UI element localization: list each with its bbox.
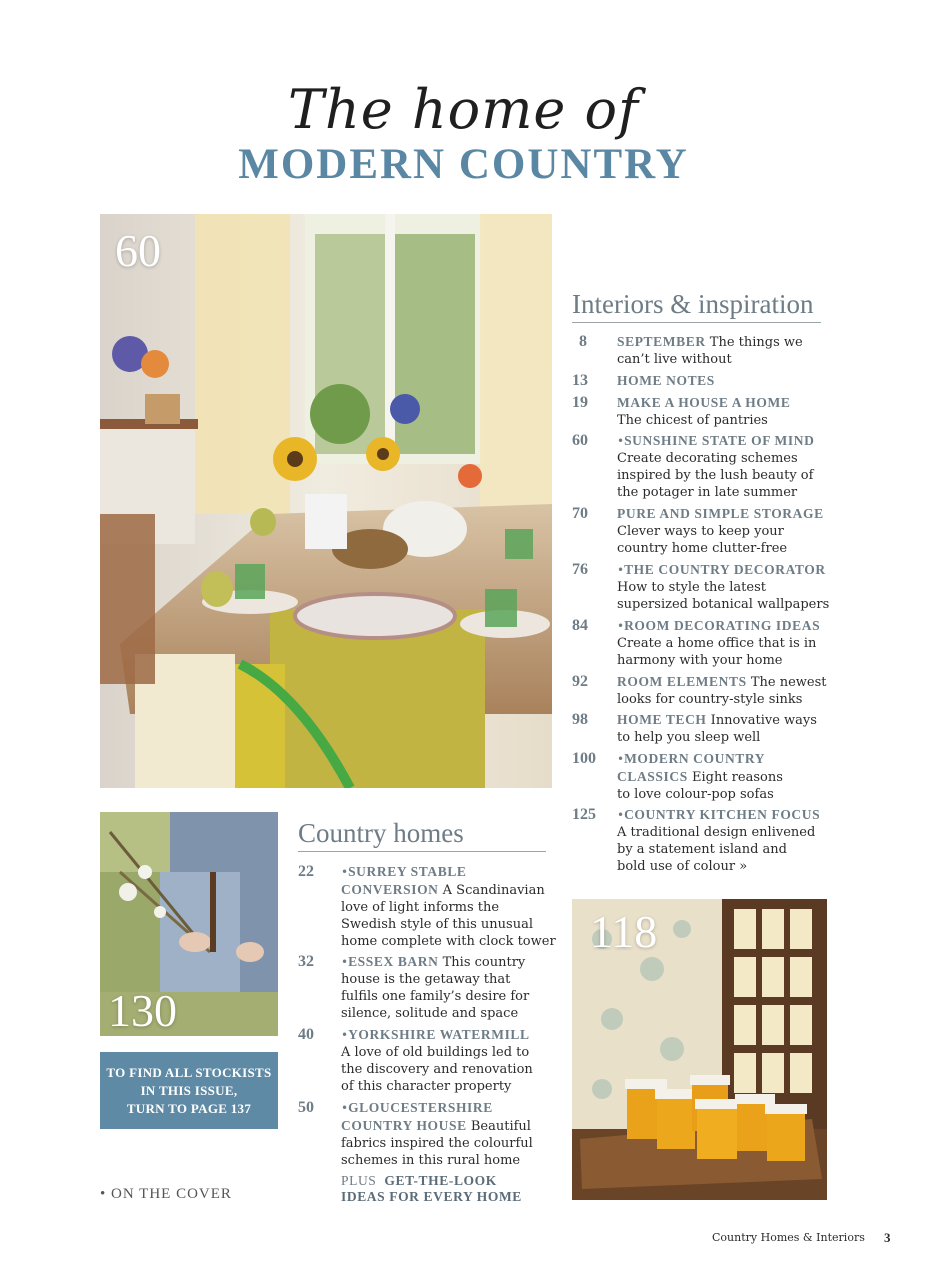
entry-text: The things we <box>705 335 803 350</box>
entry-text: A Scandinavian <box>438 883 545 898</box>
entry-text: the discovery and renovation <box>341 1062 533 1077</box>
entry-text: Create a home office that is in <box>617 636 817 651</box>
footer-magazine-name: Country Homes & Interiors <box>712 1231 865 1244</box>
entry-page-number: 60 <box>572 432 588 449</box>
entry-heading: MODERN COUNTRY <box>624 751 766 766</box>
on-the-cover-legend <box>100 1186 232 1203</box>
entry-text: of this character property <box>341 1079 512 1094</box>
entry-text: home complete with clock tower <box>341 934 556 949</box>
entry-heading: MAKE A HOUSE A HOME <box>617 395 791 410</box>
page-folio: 3 <box>884 1230 891 1245</box>
plus-line2: IDEAS FOR EVERY HOME <box>341 1189 522 1204</box>
cover-dot-icon: • <box>617 808 625 822</box>
cover-dot-icon: • <box>341 1101 349 1115</box>
script-title: The home of <box>287 78 640 141</box>
stockists-line1: TO FIND ALL STOCKISTS <box>106 1064 272 1080</box>
entry-text: Eight reasons <box>687 770 783 785</box>
entry-page-number: 92 <box>572 673 588 690</box>
entry-text: A traditional design enlivened <box>617 825 816 840</box>
entry-page-number: 40 <box>298 1026 314 1043</box>
cover-dot-icon: • <box>617 619 625 633</box>
entry-page-number: 50 <box>298 1099 314 1116</box>
entry-text: fulfils one family’s desire for <box>341 989 530 1004</box>
entry-text: country home clutter-free <box>617 541 788 556</box>
dining-table-photo[interactable] <box>100 214 552 788</box>
entry-text: Create decorating schemes <box>617 451 798 466</box>
interiors-heading: Interiors & inspiration <box>572 289 821 323</box>
entry-heading: HOME TECH <box>617 712 707 727</box>
cover-dot-icon: • <box>341 1028 349 1042</box>
entry-heading: HOME NOTES <box>617 373 715 388</box>
entry-heading: SUNSHINE STATE OF MIND <box>624 433 815 448</box>
entry-page-number: 125 <box>572 806 596 823</box>
cover-dot-icon: • <box>341 955 349 969</box>
cover-dot-icon: • <box>100 1186 107 1202</box>
page-number-118: 118 <box>590 906 658 957</box>
entry-heading-cont: CLASSICS <box>617 769 688 784</box>
page-number-130: 130 <box>108 985 177 1036</box>
country-homes-heading: Country homes <box>298 818 546 852</box>
entry-heading: SURREY STABLE <box>348 864 467 879</box>
entry-heading: THE COUNTRY DECORATOR <box>624 562 826 577</box>
entry-text: harmony with your home <box>617 653 783 668</box>
entry-page-number: 19 <box>572 394 588 411</box>
entry-text: love of light informs the <box>341 900 500 915</box>
entry-text: house is the getaway that <box>341 972 511 987</box>
entry-text: How to style the latest <box>617 580 766 595</box>
entry-heading-cont: COUNTRY HOUSE <box>341 1118 467 1133</box>
entry-text: inspired by the lush beauty of <box>617 468 814 483</box>
preserve-jars-photo[interactable] <box>572 899 827 1200</box>
entry-text: supersized botanical wallpapers <box>617 597 830 612</box>
entry-text: bold use of colour » <box>617 859 748 874</box>
cover-dot-icon: • <box>617 563 625 577</box>
entry-text: Swedish style of this unusual <box>341 917 534 932</box>
entry-text: the potager in late summer <box>617 485 798 500</box>
entry-text: by a statement island and <box>617 842 788 857</box>
entry-heading: SEPTEMBER <box>617 334 706 349</box>
stockists-line2: IN THIS ISSUE, <box>140 1082 238 1098</box>
entry-page-number: 22 <box>298 863 314 880</box>
entry-text: The chicest of pantries <box>617 413 768 428</box>
stockists-line3: TURN TO PAGE 137 <box>126 1100 252 1116</box>
entry-text: The newest <box>746 675 827 690</box>
entry-text: to help you sleep well <box>617 730 761 745</box>
entry-heading: YORKSHIRE WATERMILL <box>348 1027 530 1042</box>
entry-heading-cont: CONVERSION <box>341 882 439 897</box>
entry-text: looks for country-style sinks <box>617 692 803 707</box>
cover-dot-icon: • <box>617 434 625 448</box>
entry-heading: ESSEX BARN <box>348 954 439 969</box>
stockists-notice <box>100 1052 278 1129</box>
entry-heading: GLOUCESTERSHIRE <box>348 1100 493 1115</box>
entry-page-number: 98 <box>572 711 588 728</box>
entry-heading: COUNTRY KITCHEN FOCUS <box>624 807 821 822</box>
cover-dot-icon: • <box>341 865 349 879</box>
entry-page-number: 32 <box>298 953 314 970</box>
entry-text: This country <box>438 955 526 970</box>
entry-page-number: 100 <box>572 750 596 767</box>
wildflowers-photo[interactable] <box>100 812 278 1036</box>
cover-dot-icon: • <box>617 752 625 766</box>
page-number-60: 60 <box>115 225 161 276</box>
entry-heading: ROOM ELEMENTS <box>617 674 747 689</box>
on-the-cover-label: ON THE COVER <box>111 1186 232 1202</box>
entry-text: schemes in this rural home <box>341 1153 521 1168</box>
entry-page-number: 8 <box>579 333 587 350</box>
magazine-section-title: MODERN COUNTRY <box>238 141 689 188</box>
entry-text: to love colour-pop sofas <box>617 787 774 802</box>
entry-text: fabrics inspired the colourful <box>341 1136 533 1151</box>
entry-text: silence, solitude and space <box>341 1006 519 1021</box>
entry-heading: ROOM DECORATING IDEAS <box>624 618 821 633</box>
entry-text: A love of old buildings led to <box>341 1045 530 1060</box>
entry-page-number: 84 <box>572 617 588 634</box>
plus-label: PLUS <box>341 1173 377 1188</box>
entry-page-number: 76 <box>572 561 588 578</box>
entry-text: Beautiful <box>466 1119 531 1134</box>
entry-text: Clever ways to keep your <box>617 524 784 539</box>
entry-text: Innovative ways <box>706 713 817 728</box>
plus-get-the-look[interactable] <box>341 1173 561 1205</box>
entry-page-number: 70 <box>572 505 588 522</box>
entry-page-number: 13 <box>572 372 588 389</box>
entry-heading: PURE AND SIMPLE STORAGE <box>617 506 824 521</box>
entry-text: can’t live without <box>617 352 732 367</box>
plus-line1: GET-THE-LOOK <box>384 1173 497 1188</box>
